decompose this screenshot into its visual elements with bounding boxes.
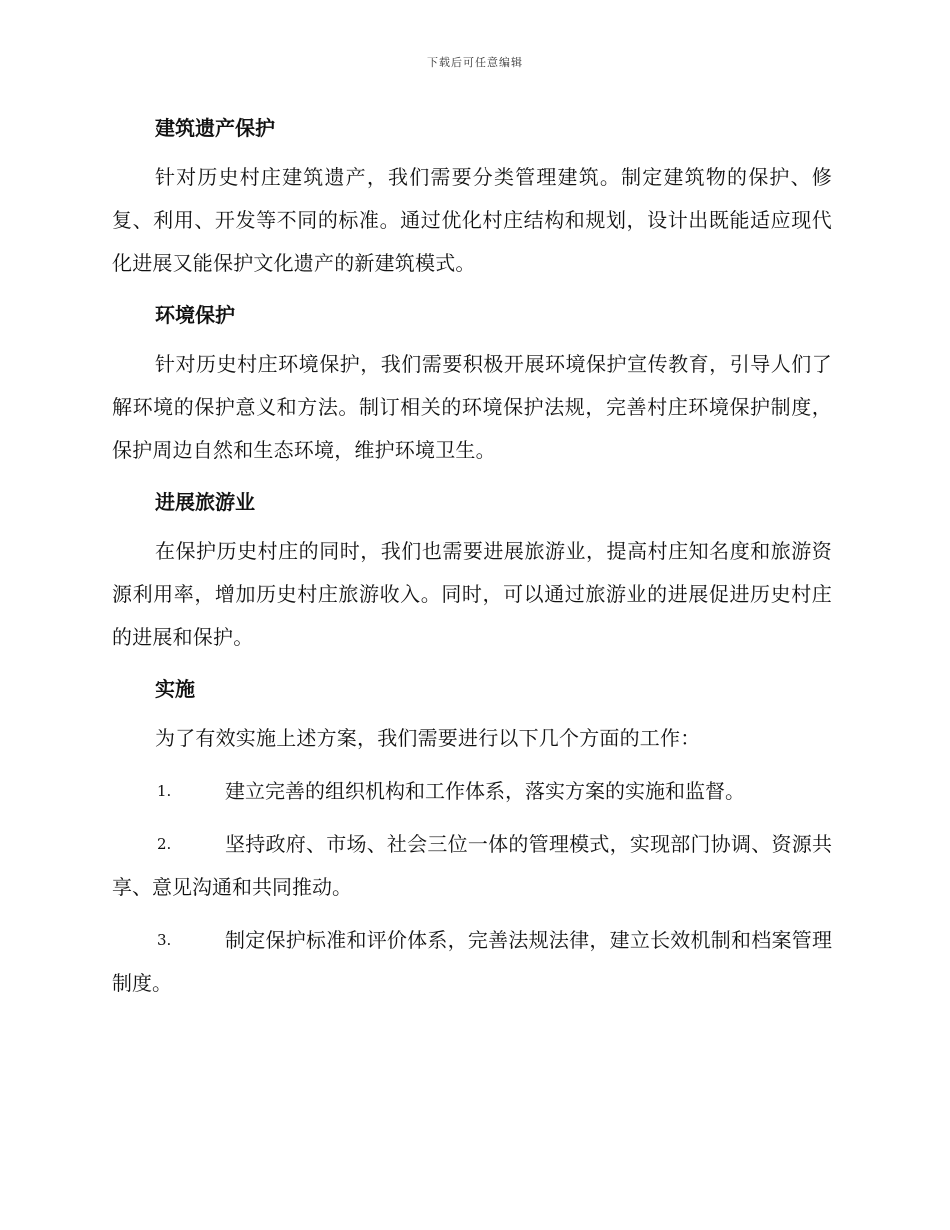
- section-paragraph-architecture: 针对历史村庄建筑遗产，我们需要分类管理建筑。制定建筑物的保护、修复、利用、开发等不同的标准。通过优化村庄结构和规划，设计出既能适应现代化进展又能保护文化遗产的新建筑模式。: [112, 165, 832, 275]
- list-item-text: 制定保护标准和评价体系，完善法规法律，建立长效机制和档案管理制度。: [112, 928, 832, 995]
- section-paragraph-environment: 针对历史村庄环境保护，我们需要积极开展环境保护宣传教育，引导人们了解环境的保护意义和方法。制订相关的环境保护法规，完善村庄环境保护制度，保护周边自然和生态环境，维护环境卫生。: [112, 352, 832, 462]
- list-item-number: 1.: [157, 782, 172, 800]
- list-item-number: 3.: [157, 931, 172, 949]
- section-heading-environment: 环境保护: [155, 303, 235, 327]
- section-paragraph-implementation: 为了有效实施上述方案，我们需要进行以下几个方面的工作：: [155, 726, 701, 750]
- section-heading-architecture: 建筑遗产保护: [155, 116, 275, 140]
- section-paragraph-tourism: 在保护历史村庄的同时，我们也需要进展旅游业，提高村庄知名度和旅游资源利用率，增加历史村庄旅游收入。同时，可以通过旅游业的进展促进历史村庄的进展和保护。: [112, 539, 832, 649]
- list-item: [112, 919, 832, 1005]
- document-body: [112, 108, 832, 1005]
- list-item-number: 2.: [157, 835, 172, 853]
- list-item-text: 建立完善的组织机构和工作体系，落实方案的实施和监督。: [225, 779, 745, 803]
- header-note: 下载后可任意编辑: [427, 56, 523, 69]
- section-heading-implementation: 实施: [155, 677, 195, 701]
- section-heading-tourism: 进展旅游业: [155, 490, 255, 514]
- list-item: [112, 770, 832, 813]
- list-item-text: 坚持政府、市场、社会三位一体的管理模式，实现部门协调、资源共享、意见沟通和共同推动。: [112, 832, 832, 899]
- list-item: [112, 823, 832, 909]
